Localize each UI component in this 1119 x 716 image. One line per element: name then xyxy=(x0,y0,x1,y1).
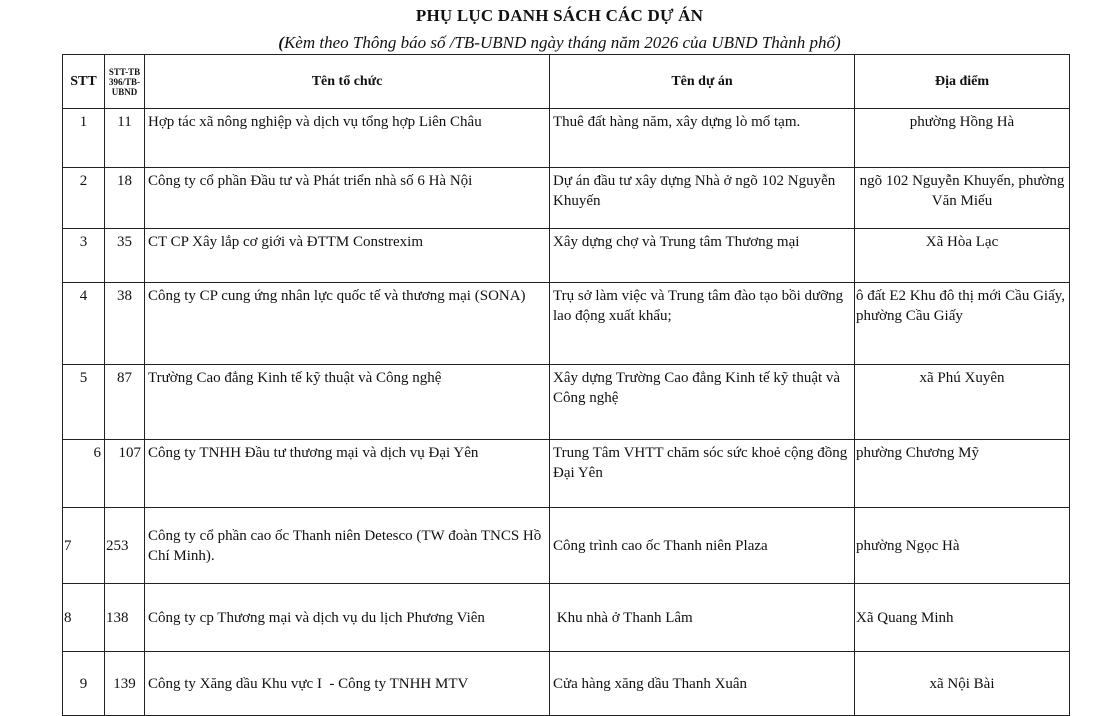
row-stt: 8 xyxy=(63,584,105,652)
table-row xyxy=(63,508,1070,584)
row-tb: 253 xyxy=(105,508,145,584)
row-org: Hợp tác xã nông nghiệp và dịch vụ tổng hợp Liên Châu xyxy=(145,109,550,168)
row-project: Công trình cao ốc Thanh niên Plaza xyxy=(550,508,855,584)
row-stt: 9 xyxy=(63,652,105,716)
header-project: Tên dự án xyxy=(550,55,855,109)
row-location: phường Chương Mỹ xyxy=(855,440,1070,508)
header-stt-tb: STT-TB 396/TB-UBND xyxy=(105,55,145,109)
row-location: Xã Hòa Lạc xyxy=(855,229,1070,283)
header-stt: STT xyxy=(63,55,105,109)
row-tb: 87 xyxy=(105,365,145,440)
row-stt: 7 xyxy=(63,508,105,584)
row-org: Công ty TNHH Đầu tư thương mại và dịch vụ Đại Yên xyxy=(145,440,550,508)
projects-table xyxy=(62,54,1070,716)
document-subtitle xyxy=(0,33,1119,53)
row-org: Công ty cổ phần cao ốc Thanh niên Detesco (TW đoàn TNCS Hồ Chí Minh). xyxy=(145,508,550,584)
row-tb: 38 xyxy=(105,283,145,365)
row-location: ngõ 102 Nguyễn Khuyến, phường Văn Miếu xyxy=(855,168,1070,229)
row-stt: 1 xyxy=(63,109,105,168)
row-location: phường Hồng Hà xyxy=(855,109,1070,168)
row-location: Xã Quang Minh xyxy=(855,584,1070,652)
row-tb: 11 xyxy=(105,109,145,168)
row-stt: 6 xyxy=(63,440,105,508)
subtitle-paren: ( xyxy=(278,33,284,52)
row-location: xã Phú Xuyên xyxy=(855,365,1070,440)
header-location: Địa điểm xyxy=(855,55,1070,109)
row-location: xã Nội Bài xyxy=(855,652,1070,716)
row-tb: 107 xyxy=(105,440,145,508)
row-org: Công ty CP cung ứng nhân lực quốc tế và thương mại (SONA) xyxy=(145,283,550,365)
row-stt: 4 xyxy=(63,283,105,365)
table-row xyxy=(63,584,1070,652)
row-stt: 3 xyxy=(63,229,105,283)
table-row xyxy=(63,440,1070,508)
row-location: phường Ngọc Hà xyxy=(855,508,1070,584)
row-project: Trung Tâm VHTT chăm sóc sức khoẻ cộng đồng Đại Yên xyxy=(550,440,855,508)
row-project: Khu nhà ở Thanh Lâm xyxy=(550,584,855,652)
table-header-row xyxy=(63,55,1070,109)
header-org: Tên tổ chức xyxy=(145,55,550,109)
table-row xyxy=(63,229,1070,283)
row-location: ô đất E2 Khu đô thị mới Cầu Giấy, phường Cầu Giấy xyxy=(855,283,1070,365)
row-stt: 2 xyxy=(63,168,105,229)
row-project: Xây dựng Trường Cao đẳng Kinh tế kỹ thuật và Công nghệ xyxy=(550,365,855,440)
row-stt: 5 xyxy=(63,365,105,440)
row-org: CT CP Xây lắp cơ giới và ĐTTM Constrexim xyxy=(145,229,550,283)
table-row xyxy=(63,365,1070,440)
table-row xyxy=(63,652,1070,716)
row-org: Trường Cao đẳng Kinh tế kỹ thuật và Công nghệ xyxy=(145,365,550,440)
row-tb: 139 xyxy=(105,652,145,716)
row-org: Công ty cp Thương mại và dịch vụ du lịch Phương Viên xyxy=(145,584,550,652)
row-tb: 18 xyxy=(105,168,145,229)
row-project: Trụ sở làm việc và Trung tâm đào tạo bồi dưỡng lao động xuất khẩu; xyxy=(550,283,855,365)
row-tb: 138 xyxy=(105,584,145,652)
row-project: Xây dựng chợ và Trung tâm Thương mại xyxy=(550,229,855,283)
row-project: Dự án đầu tư xây dựng Nhà ở ngõ 102 Nguyễn Khuyến xyxy=(550,168,855,229)
row-org: Công ty cổ phần Đầu tư và Phát triển nhà số 6 Hà Nội xyxy=(145,168,550,229)
table-row xyxy=(63,168,1070,229)
row-project: Thuê đất hàng năm, xây dựng lò mổ tạm. xyxy=(550,109,855,168)
document-title: PHỤ LỤC DANH SÁCH CÁC DỰ ÁN xyxy=(415,6,704,25)
table-row xyxy=(63,283,1070,365)
subtitle-text: Kèm theo Thông báo số /TB-UBND ngày tháng năm 2026 của UBND Thành phố) xyxy=(283,33,841,52)
row-org: Công ty Xăng dầu Khu vực I - Công ty TNHH MTV xyxy=(145,652,550,716)
row-project: Cửa hàng xăng dầu Thanh Xuân xyxy=(550,652,855,716)
table-row xyxy=(63,109,1070,168)
row-tb: 35 xyxy=(105,229,145,283)
